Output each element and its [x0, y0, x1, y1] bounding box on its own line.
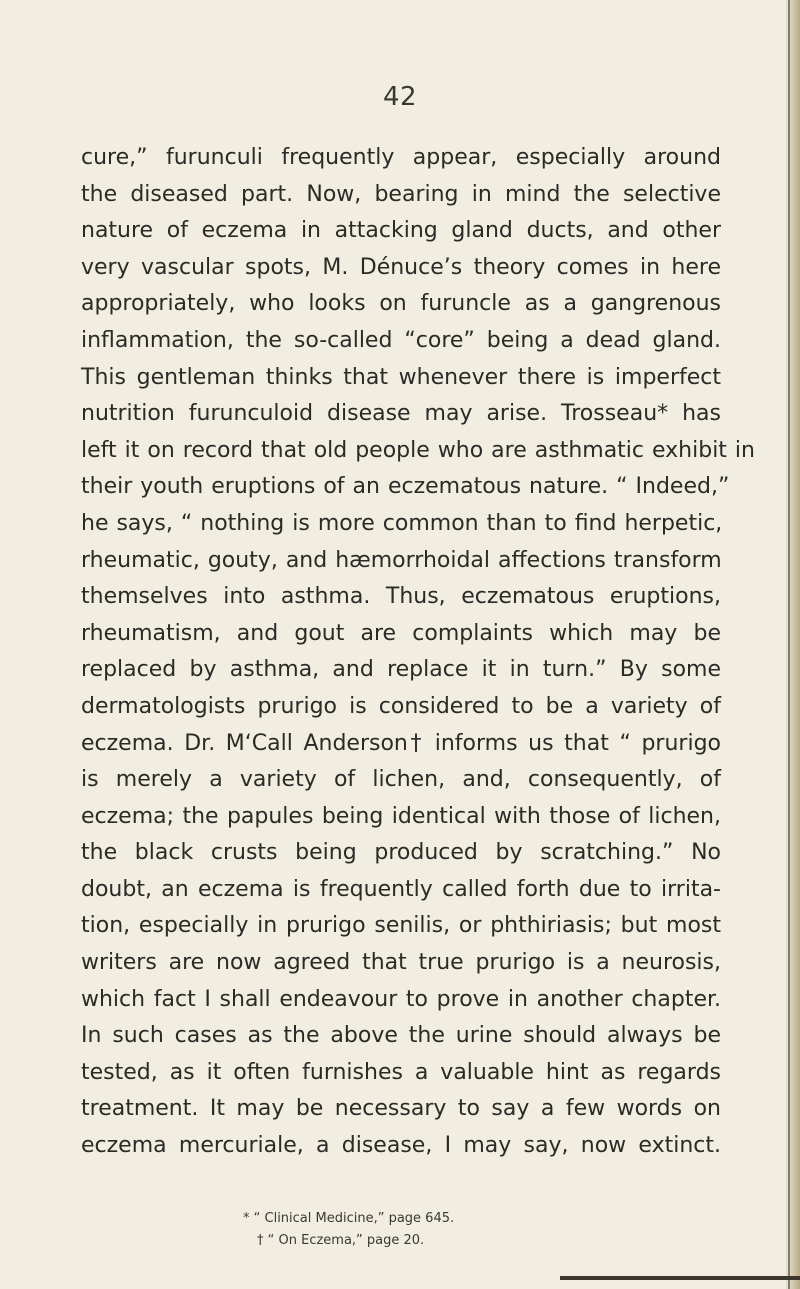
body-line: themselves into asthma. Thus, eczematous eruptions,	[81, 584, 721, 610]
body-line: This gentleman thinks that whenever there is imperfect	[81, 364, 721, 390]
body-line: left it on record that old people who are asthmatic exhibit in	[81, 437, 755, 463]
footnote-on-eczema: † “ On Eczema,” page 20.	[257, 1233, 425, 1248]
footnote-clinical-medicine: * “ Clinical Medicine,” page 645.	[243, 1211, 455, 1226]
body-line: tested, as it often furnishes a valuable hint as regards	[81, 1059, 721, 1085]
body-line: the diseased part. Now, bearing in mind the selective	[81, 181, 721, 207]
body-line: is merely a variety of lichen, and, consequently, of	[81, 767, 721, 793]
body-line: rheumatism, and gout are complaints which may be	[81, 620, 721, 646]
body-line: very vascular spots, M. Dénuce’s theory comes in here	[81, 254, 721, 280]
body-line: their youth eruptions of an eczematous nature. “ Indeed,”	[81, 474, 730, 500]
body-line: cure,” furunculi frequently appear, especially around	[81, 145, 721, 170]
body-line: nature of eczema in attacking gland ducts, and other	[81, 218, 721, 244]
page-edge-line	[788, 0, 790, 1289]
body-line: treatment. It may be necessary to say a few words on	[81, 1096, 721, 1122]
body-line: eczema mercuriale, a disease, I may say, now extinct.	[81, 1133, 721, 1159]
body-text	[81, 140, 755, 1165]
body-line: writers are now agreed that true prurigo is a neurosis,	[81, 950, 721, 976]
body-line: eczema; the papules being identical with those of lichen,	[81, 803, 721, 829]
footnotes	[0, 1208, 800, 1252]
body-line: eczema. Dr. M‘Call Anderson† informs us that “ prurigo	[81, 730, 721, 756]
body-line: he says, “ nothing is more common than to find herpetic,	[81, 510, 723, 536]
body-line: rheumatic, gouty, and hæmorrhoidal affections transform	[81, 547, 722, 573]
body-line: doubt, an eczema is frequently called forth due to irrita-	[81, 876, 721, 902]
body-line: inflammation, the so-called “core” being a dead gland.	[81, 327, 721, 353]
body-line: replaced by asthma, and replace it in turn.” By some	[81, 657, 721, 683]
page-number: 42	[382, 82, 418, 112]
body-line: nutrition furunculoid disease may arise. Trosseau* has	[81, 401, 721, 427]
body-line: In such cases as the above the urine should always be	[81, 1023, 721, 1049]
body-line: tion, especially in prurigo senilis, or phthiriasis; but most	[81, 913, 721, 939]
body-line: appropriately, who looks on furuncle as a gangrenous	[81, 291, 721, 317]
bottom-rule	[560, 1276, 800, 1280]
body-line: dermatologists prurigo is considered to be a variety of	[81, 693, 721, 719]
body-line: the black crusts being produced by scratching.” No	[81, 840, 721, 866]
body-line: which fact I shall endeavour to prove in another chapter.	[81, 986, 721, 1012]
